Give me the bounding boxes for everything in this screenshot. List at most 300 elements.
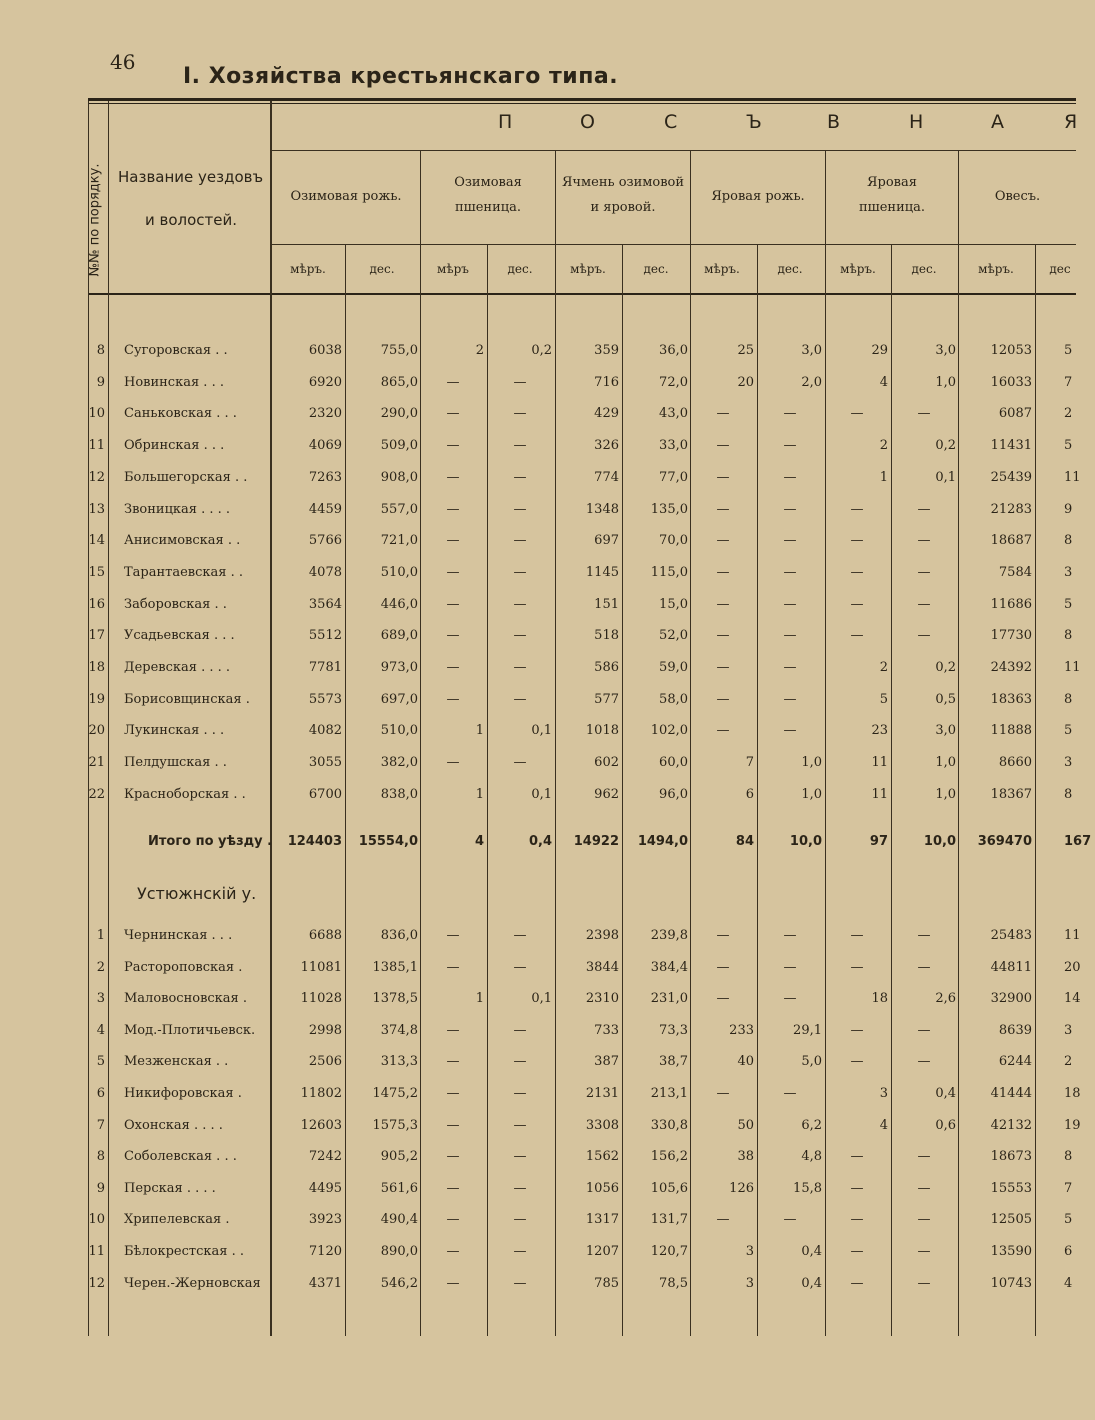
cell: 42132 [990,1117,1032,1133]
table-row [0,1238,1076,1268]
cell: — [850,406,864,422]
cell: — [783,501,797,517]
row-name: Перская . . . . [124,1180,216,1196]
row-number: 10 [88,406,105,422]
cell: — [783,564,797,580]
cell: 7 [745,755,754,771]
cell: 2 [879,438,888,454]
cell: 72,0 [659,374,688,390]
group-letter: О [580,111,595,133]
cell: — [513,406,527,422]
cell: 1018 [585,723,619,739]
header-bottom-rule [88,293,1076,295]
cell: 18 [871,991,888,1007]
cell: 8639 [998,1022,1032,1038]
cell: 0,2 [935,438,956,454]
cell: 2,0 [801,374,822,390]
cell: 0,1 [531,991,552,1007]
cell: 1575,3 [372,1117,418,1133]
cell: 774 [594,469,619,485]
cell: — [917,1275,931,1291]
cell: 2,6 [935,991,956,1007]
cell: 2 [1064,1054,1073,1070]
cell: — [513,1149,527,1165]
cell: 3 [745,1244,754,1259]
cell: 1056 [585,1180,619,1196]
group-letter: А [991,111,1004,133]
row-name: Хрипелевская . [124,1212,230,1228]
table-row [0,1017,1076,1047]
row-number: 9 [96,1180,105,1196]
cell: 97 [869,834,888,849]
cell: 13590 [990,1244,1032,1259]
cell: — [783,469,797,485]
cell: — [446,501,460,517]
cell: 16033 [990,374,1032,390]
cell: — [783,596,797,612]
cell: 52,0 [659,628,688,644]
cell: 11431 [990,438,1032,454]
cell: — [783,959,797,975]
cell: 59,0 [659,660,688,675]
row-name: Саньковская . . . [124,406,237,422]
table-row [0,1112,1081,1142]
cell: — [513,469,527,485]
row-name: Черен.-Жерновская [124,1275,261,1291]
cell: — [513,628,527,644]
cell: 3055 [308,755,342,771]
cell: — [513,596,527,612]
cell: — [917,533,931,549]
cell: 18367 [990,786,1032,802]
cell: — [446,1086,460,1101]
cell: 1,0 [935,755,956,771]
cell: — [917,406,931,422]
cell: — [716,501,730,517]
cell: 905,2 [380,1149,418,1165]
cell: 374,8 [380,1022,418,1038]
cell: 510,0 [380,723,418,739]
cell: — [716,691,730,707]
table-top-rule-thin [88,103,1076,104]
cell: — [513,1117,527,1133]
table-row [0,591,1076,621]
cell: 1378,5 [372,991,418,1007]
cell: 2398 [585,928,619,943]
row-number: 20 [88,723,105,739]
cell: 7 [1064,374,1073,390]
cell: 369470 [977,834,1032,849]
cell: — [446,1117,460,1133]
cell: 290,0 [380,406,418,422]
cell: 1,0 [801,786,822,802]
cell: — [850,533,864,549]
cell: 586 [594,660,619,675]
cell: 17730 [990,628,1032,644]
table-top-rule [88,98,1076,101]
cell: 18363 [990,691,1032,707]
crop-header: Озимовая пшеница. [454,175,522,215]
group-letter: Н [909,111,924,133]
cell: — [850,1054,864,1070]
cell: 4 [879,1117,888,1133]
cell: 131,7 [650,1212,688,1228]
cell: 838,0 [380,786,418,802]
cell: — [783,991,797,1007]
cell: 1 [475,723,484,739]
cell: 3 [1064,564,1073,580]
row-number: 9 [96,374,105,390]
cell: 509,0 [380,438,418,454]
cell: — [513,1275,527,1291]
row-name: Тарантаевская . . [124,564,243,580]
cell: 6038 [308,343,342,358]
row-name: Борисовщинская . [124,691,250,707]
cell: 546,2 [380,1275,418,1291]
cell: 18 [1064,1086,1081,1101]
cell: — [917,1054,931,1070]
cell: — [716,438,730,454]
cell: 3,0 [935,723,956,739]
row-number: 7 [96,1117,105,1133]
crop-header: Ячмень озимовой и яровой. [561,175,685,215]
cell: — [446,1054,460,1070]
cell: 7120 [308,1244,342,1259]
cell: 32900 [990,991,1032,1007]
cell: 973,0 [380,660,418,675]
row-name: Чернинская . . . [124,928,233,943]
cell: — [783,723,797,739]
cell: 1 [475,786,484,802]
cell: 1207 [585,1244,619,1259]
row-number: 10 [88,1212,105,1228]
cell: — [446,406,460,422]
row-number: 21 [88,755,105,771]
cell: 11 [871,755,888,771]
cell: 11888 [990,723,1032,739]
table-row [0,985,1081,1015]
cell: — [513,959,527,975]
cell: 4,8 [801,1149,822,1165]
cell: 124403 [287,834,342,849]
cell: 3 [745,1275,754,1291]
cell: 102,0 [650,723,688,739]
cell: 2 [1064,406,1073,422]
cell: 10743 [990,1275,1032,1291]
unit-label: мѣръ. [704,262,740,276]
row-number: 5 [96,1054,105,1070]
cell: — [783,406,797,422]
cell: 11802 [300,1086,342,1101]
cell: 14 [1064,991,1081,1007]
table-row [0,1143,1076,1173]
cell: — [783,1086,797,1101]
cell: — [446,564,460,580]
cell: 384,4 [650,959,688,975]
row-number: 13 [88,501,105,517]
cell: 3 [1064,1022,1073,1038]
cell: — [783,533,797,549]
cell: — [850,1275,864,1291]
cell: 115,0 [650,564,688,580]
row-name: Усадьевская . . . [124,628,235,644]
cell: 4371 [308,1275,342,1291]
cell: 8660 [998,755,1032,771]
cell: 6244 [998,1054,1032,1070]
cell: 19 [1064,1117,1081,1133]
cell: 3923 [308,1212,342,1228]
cell: 5 [879,691,888,707]
cell: 7 [1064,1180,1073,1196]
cell: 10,0 [923,834,956,849]
table-row [0,432,1076,462]
row-name: Новинская . . . [124,374,224,390]
crop-header: Яровая рожь. [711,189,805,204]
cell: 4 [474,834,484,849]
cell: 11 [871,786,888,802]
cell: — [513,660,527,675]
group-letter: С [664,111,678,133]
cell: 38,7 [659,1054,688,1070]
table-row [0,527,1076,557]
cell: — [850,1212,864,1228]
table-row [0,559,1076,589]
cell: 8 [1064,628,1073,644]
header-line-group [272,150,1076,151]
cell: 755,0 [380,343,418,358]
cell: 7242 [308,1149,342,1165]
cell: — [513,1244,527,1259]
row-name: Сугоровская . . [124,343,228,358]
cell: — [850,596,864,612]
cell: — [446,628,460,644]
cell: — [716,469,730,485]
table-row [0,954,1081,984]
cell: 0,5 [935,691,956,707]
cell: 156,2 [650,1149,688,1165]
cell: 557,0 [380,501,418,517]
cell: 8 [1064,533,1073,549]
cell: — [716,564,730,580]
cell: 15554,0 [358,834,418,849]
cell: 0,4 [528,834,552,849]
cell: — [446,469,460,485]
cell: — [446,1275,460,1291]
row-number: 3 [96,991,105,1007]
unit-label: дес. [911,262,937,276]
cell: 2 [879,660,888,675]
cell: 1494,0 [637,834,688,849]
cell: 1145 [585,564,619,580]
cell: — [917,928,931,943]
cell: 1,0 [935,786,956,802]
cell: 4078 [308,564,342,580]
group-letter: В [827,111,841,133]
row-name: Анисимовская . . [124,533,241,549]
row-name: Охонская . . . . [124,1117,223,1133]
cell: 15553 [990,1180,1032,1196]
cell: 21283 [990,501,1032,517]
table-row [0,400,1076,430]
unit-label: дес. [507,262,533,276]
cell: 20 [737,374,754,390]
cell: — [783,1212,797,1228]
unit-label: мѣръ [437,262,469,276]
cell: — [716,991,730,1007]
table-row [0,464,1081,494]
cell: 6 [1064,1244,1073,1259]
section-title: Устюжнскій у. [137,884,257,903]
row-number: 22 [88,786,105,802]
cell: — [783,660,797,675]
cell: 3,0 [801,343,822,358]
cell: 5 [1064,438,1073,454]
cell: 50 [737,1117,754,1133]
cell: — [513,1086,527,1101]
cell: — [783,928,797,943]
cell: 0,4 [801,1244,822,1259]
header-group-title [272,111,1076,141]
page-number: 46 [110,50,136,74]
cell: 5766 [308,533,342,549]
table-row [0,1080,1081,1110]
row-name: Растороповская . [124,959,243,975]
cell: 7781 [308,660,342,675]
unit-label: дес [1049,262,1071,276]
cell: — [446,1212,460,1228]
cell: 33,0 [659,438,688,454]
crop-header: Овесъ. [994,189,1041,204]
cell: — [917,959,931,975]
cell: 20 [1064,959,1081,975]
cell: 962 [594,786,619,802]
cell: 25439 [990,469,1032,485]
cell: — [446,959,460,975]
cell: — [716,959,730,975]
cell: 15,0 [659,596,688,612]
table-row [0,654,1081,684]
cell: — [716,406,730,422]
row-name: Деревская . . . . [124,660,231,675]
table-total-row [0,828,1092,858]
row-name: Мод.-Плотичьевск. [124,1022,256,1038]
cell: — [850,1244,864,1259]
cell: 11081 [300,959,342,975]
cell: — [446,438,460,454]
table-row [0,686,1076,716]
row-number: 6 [96,1086,105,1101]
cell: — [513,564,527,580]
cell: 38 [737,1149,754,1165]
cell: 1,0 [801,755,822,771]
cell: 5573 [308,691,342,707]
cell: 77,0 [659,469,688,485]
cell: — [917,628,931,644]
cell: 18673 [990,1149,1032,1165]
cell: 733 [594,1022,619,1038]
cell: — [850,501,864,517]
row-name: Красноборская . . [124,786,246,802]
cell: 213,1 [650,1086,688,1101]
cell: — [716,596,730,612]
cell: — [513,374,527,390]
row-name: Никифоровская . [124,1086,242,1101]
cell: 359 [594,343,619,358]
row-name: Соболевская . . . [124,1149,237,1165]
cell: 4459 [308,501,342,517]
cell: — [446,1180,460,1196]
row-number: 4 [96,1022,105,1038]
row-name: Маловосновская . [124,991,248,1007]
cell: 18687 [990,533,1032,549]
cell: 6688 [308,928,342,943]
table-row [0,717,1076,747]
cell: 70,0 [659,533,688,549]
cell: — [716,1086,730,1101]
cell: 1317 [585,1212,619,1228]
table-row [0,922,1081,952]
cell: 12053 [990,343,1032,358]
row-name: Мезженская . . [124,1054,229,1070]
cell: 11028 [300,991,342,1007]
table-row [0,1175,1076,1205]
page-title: I. Хозяйства крестьянскаго типа. [183,64,619,89]
cell: 29 [871,343,888,358]
cell: 1 [879,469,888,485]
row-number: 18 [88,660,105,675]
cell: 865,0 [380,374,418,390]
cell: — [783,691,797,707]
cell: 3564 [308,596,342,612]
cell: 4 [1064,1275,1073,1291]
table-row [0,749,1076,779]
unit-label: мѣръ. [840,262,876,276]
cell: — [513,438,527,454]
row-number: 2 [96,959,105,975]
cell: — [917,1244,931,1259]
cell: 78,5 [659,1275,688,1291]
cell: — [446,596,460,612]
cell: 11686 [990,596,1032,612]
cell: 4069 [308,438,342,454]
cell: — [513,1212,527,1228]
cell: 5 [1064,596,1073,612]
cell: 2310 [585,991,619,1007]
unit-label: мѣръ. [978,262,1014,276]
cell: — [917,596,931,612]
cell: 561,6 [380,1180,418,1196]
cell: 9 [1064,501,1073,517]
cell: — [446,1022,460,1038]
cell: 0,4 [935,1086,956,1101]
cell: 6,2 [801,1117,822,1133]
cell: 60,0 [659,755,688,771]
row-name: Заборовская . . [124,596,227,612]
cell: 14922 [573,834,619,849]
cell: — [446,374,460,390]
cell: — [446,660,460,675]
cell: 10,0 [789,834,822,849]
row-name: Лукинская . . . [124,723,225,739]
cell: — [716,533,730,549]
cell: — [917,564,931,580]
cell: — [850,1022,864,1038]
cell: — [446,1244,460,1259]
cell: — [716,628,730,644]
cell: 0,4 [801,1275,822,1291]
row-number: 12 [88,1275,105,1291]
cell: 6087 [998,406,1032,422]
